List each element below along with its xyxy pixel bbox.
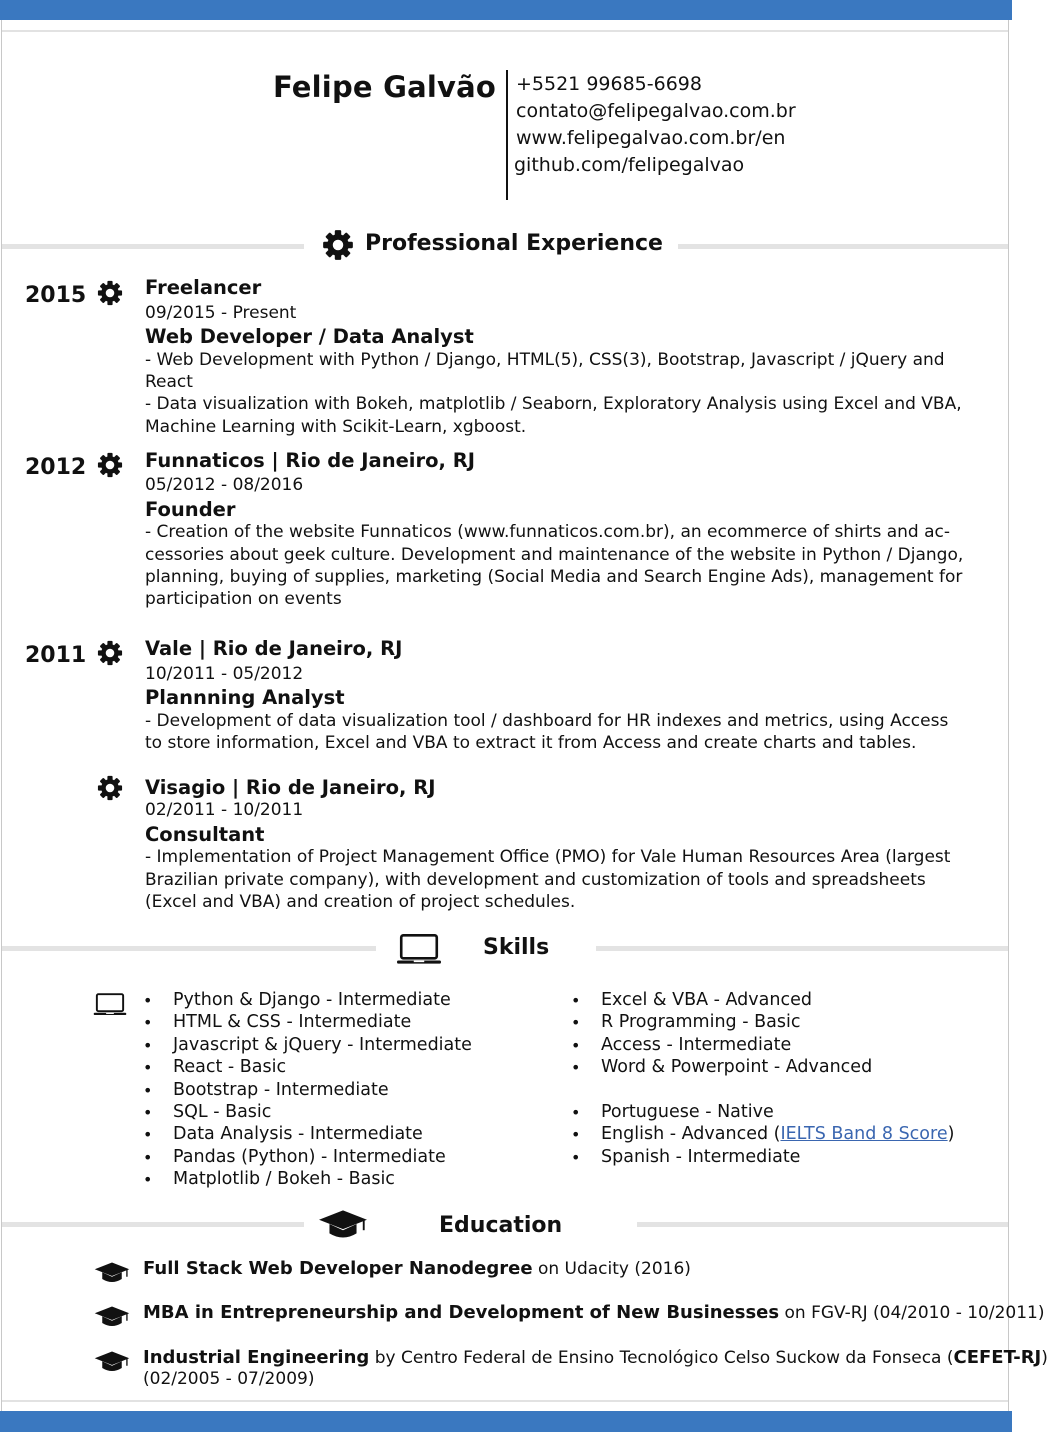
bullet: • xyxy=(571,1103,581,1122)
job-company: Vale | Rio de Janeiro, RJ xyxy=(145,637,403,660)
job-role: Web Developer / Data Analyst xyxy=(145,325,474,348)
skill-item: HTML & CSS - Intermediate xyxy=(173,1012,412,1032)
bullet: • xyxy=(143,1013,153,1032)
header-divider xyxy=(506,70,508,200)
skill-item: Word & Powerpoint - Advanced xyxy=(601,1057,873,1077)
bullet: • xyxy=(143,1103,153,1122)
bullet: • xyxy=(571,1036,581,1055)
bullet: • xyxy=(571,1125,581,1144)
education-item xyxy=(143,1302,1045,1323)
top-accent-bar xyxy=(0,0,1012,20)
gear-icon xyxy=(97,280,123,306)
ielts-score-link[interactable]: IELTS Band 8 Score xyxy=(780,1124,948,1144)
language-text-close: ) xyxy=(947,1124,955,1144)
job-description-line: - Implementation of Project Management Office (PMO) for Vale Human Resources Area (largest xyxy=(145,847,951,867)
section-rule-left xyxy=(2,244,304,249)
education-detail: by Centro Federal de Ensino Tecnológico Celso Suckow da Fonseca ( xyxy=(369,1348,954,1368)
section-title-skills: Skills xyxy=(483,935,550,960)
job-description-line: - Web Development with Python / Django, HTML(5), CSS(3), Bootstrap, Javascript / jQuery and xyxy=(145,350,945,370)
job-dates: 02/2011 - 10/2011 xyxy=(145,800,304,820)
skill-item: R Programming - Basic xyxy=(601,1012,801,1032)
education-dates: (02/2005 - 07/2009) xyxy=(143,1369,315,1389)
skill-item: Pandas (Python) - Intermediate xyxy=(173,1147,446,1167)
graduation-cap-icon xyxy=(318,1208,368,1242)
graduation-cap-icon xyxy=(94,1260,130,1286)
job-company: Freelancer xyxy=(145,276,262,299)
job-description-line: - Development of data visualization tool / dashboard for HR indexes and metrics, using Access xyxy=(145,711,949,731)
graduation-cap-icon xyxy=(94,1349,130,1375)
laptop-icon xyxy=(396,933,442,967)
graduation-cap-icon xyxy=(94,1304,130,1330)
skill-item: Excel & VBA - Advanced xyxy=(601,990,812,1010)
bullet: • xyxy=(571,1148,581,1167)
section-title-education: Education xyxy=(439,1213,563,1238)
language-item: Spanish - Intermediate xyxy=(601,1147,801,1167)
contact-github[interactable]: github.com/felipegalvao xyxy=(514,154,745,176)
section-rule-right xyxy=(596,946,1008,951)
gear-icon xyxy=(97,640,123,666)
section-rule-right xyxy=(637,1222,1008,1227)
job-company: Funnaticos | Rio de Janeiro, RJ xyxy=(145,449,475,472)
bullet: • xyxy=(571,991,581,1010)
job-description-line: (Excel and VBA) and creation of project schedules. xyxy=(145,892,576,912)
skill-item: Python & Django - Intermediate xyxy=(173,990,451,1010)
bullet: • xyxy=(143,1036,153,1055)
gear-icon xyxy=(97,775,123,801)
language-item xyxy=(601,1124,954,1144)
job-role: Founder xyxy=(145,498,236,521)
education-degree: Industrial Engineering xyxy=(143,1347,370,1368)
gear-icon xyxy=(322,229,354,261)
job-description-line: React xyxy=(145,372,193,392)
section-rule-left xyxy=(2,946,376,951)
education-institution-abbr: CEFET-RJ xyxy=(953,1347,1042,1368)
bullet: • xyxy=(571,1013,581,1032)
contact-email[interactable]: contato@felipegalvao.com.br xyxy=(516,100,796,122)
bottom-accent-bar xyxy=(0,1411,1012,1432)
section-title-experience: Professional Experience xyxy=(365,231,663,256)
job-description-line: - Creation of the website Funnaticos (www.funnaticos.com.br), an ecommerce of shirts and ac- xyxy=(145,522,951,542)
bullet: • xyxy=(143,1125,153,1144)
skill-item: SQL - Basic xyxy=(173,1102,272,1122)
section-rule-right xyxy=(678,244,1008,249)
laptop-icon xyxy=(93,990,127,1020)
section-rule-left xyxy=(2,1222,304,1227)
job-description-line: participation on events xyxy=(145,589,342,609)
education-item xyxy=(143,1258,691,1279)
contact-phone: +5521 99685-6698 xyxy=(516,73,702,95)
job-description-line: Machine Learning with Scikit-Learn, xgboost. xyxy=(145,417,527,437)
job-company: Visagio | Rio de Janeiro, RJ xyxy=(145,776,436,799)
job-description-line: planning, buying of supplies, marketing (Social Media and Search Engine Ads), management for xyxy=(145,567,963,587)
skill-item: Access - Intermediate xyxy=(601,1035,792,1055)
bullet: • xyxy=(143,1148,153,1167)
job-dates: 10/2011 - 05/2012 xyxy=(145,664,304,684)
job-description-line: Brazilian private company), with development and customization of tools and spreadsheets xyxy=(145,870,926,890)
bottom-divider xyxy=(2,1400,1008,1402)
education-detail-close: ) xyxy=(1041,1348,1048,1368)
contact-website[interactable]: www.felipegalvao.com.br/en xyxy=(516,127,786,149)
top-divider xyxy=(2,30,1008,32)
bullet: • xyxy=(143,1058,153,1077)
education-item xyxy=(143,1347,1048,1368)
skill-item: Bootstrap - Intermediate xyxy=(173,1080,389,1100)
job-year: 2012 xyxy=(25,455,87,480)
education-detail: on FGV-RJ (04/2010 - 10/2011) xyxy=(779,1303,1045,1323)
job-description-line: - Data visualization with Bokeh, matplotlib / Seaborn, Exploratory Analysis using Excel and VBA, xyxy=(145,394,962,414)
job-dates: 09/2015 - Present xyxy=(145,303,297,323)
job-role: Consultant xyxy=(145,823,265,846)
skill-item: Matplotlib / Bokeh - Basic xyxy=(173,1169,395,1189)
job-year: 2015 xyxy=(25,283,87,308)
job-description-line: cessories about geek culture. Development and maintenance of the website in Python / Django, xyxy=(145,545,964,565)
education-degree: MBA in Entrepreneurship and Development of New Businesses xyxy=(143,1302,780,1323)
language-item: Portuguese - Native xyxy=(601,1102,774,1122)
gear-icon xyxy=(97,452,123,478)
skill-item: Javascript & jQuery - Intermediate xyxy=(173,1035,472,1055)
language-text: English - Advanced ( xyxy=(601,1124,781,1144)
candidate-name: Felipe Galvão xyxy=(272,70,496,104)
skill-item: Data Analysis - Intermediate xyxy=(173,1124,423,1144)
skill-item: React - Basic xyxy=(173,1057,287,1077)
bullet: • xyxy=(143,991,153,1010)
job-role: Plannning Analyst xyxy=(145,686,345,709)
bullet: • xyxy=(143,1170,153,1189)
job-dates: 05/2012 - 08/2016 xyxy=(145,475,304,495)
education-degree: Full Stack Web Developer Nanodegree xyxy=(143,1258,533,1279)
education-detail: on Udacity (2016) xyxy=(532,1259,691,1279)
job-description-line: to store information, Excel and VBA to extract it from Access and create charts and tables. xyxy=(145,733,917,753)
bullet: • xyxy=(571,1058,581,1077)
bullet: • xyxy=(143,1081,153,1100)
job-year: 2011 xyxy=(25,643,87,668)
